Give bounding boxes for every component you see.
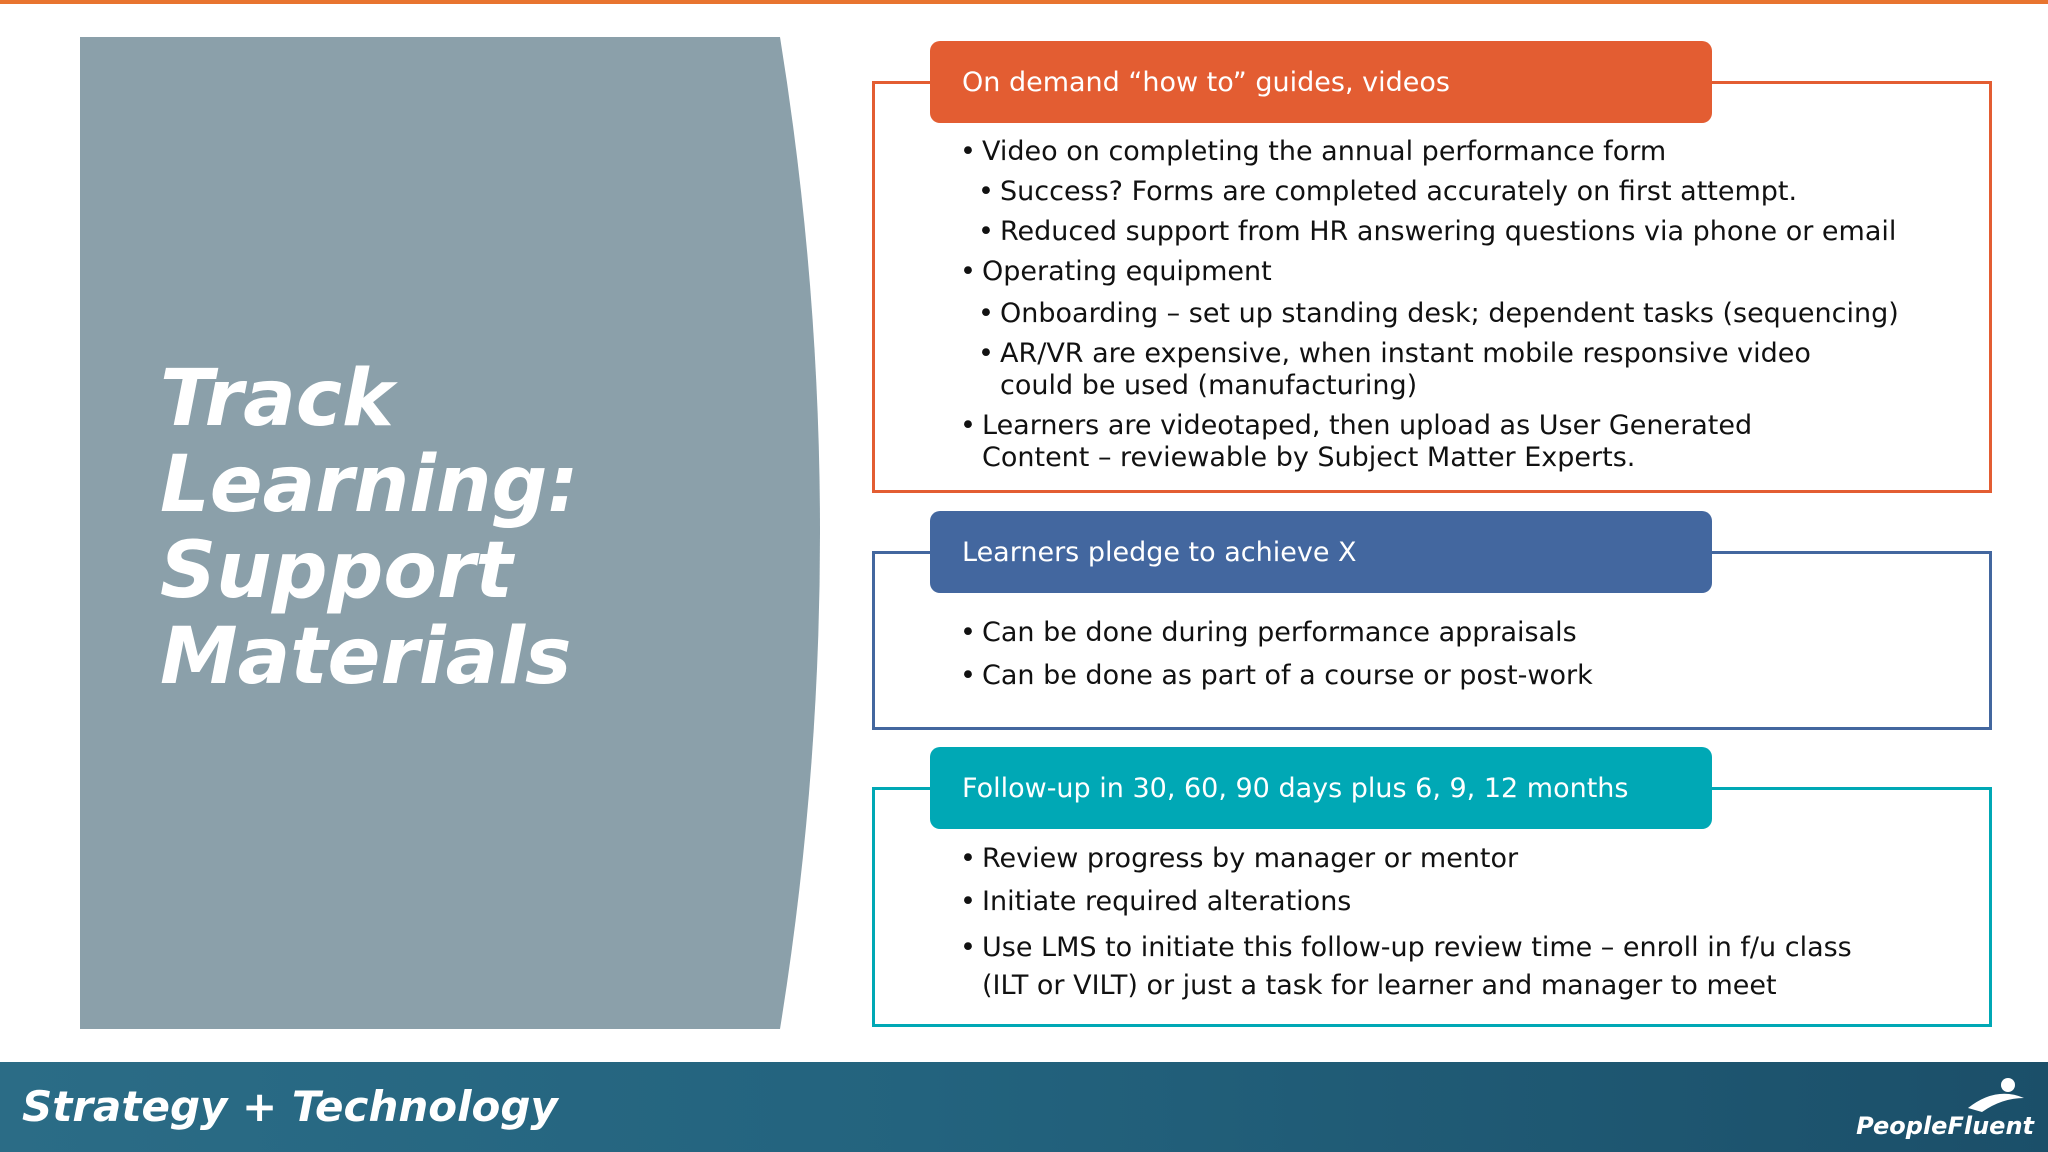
person-icon — [1958, 1074, 2028, 1114]
section-list-pledge — [960, 617, 1960, 692]
list-item: • Review progress by manager or mentor — [960, 843, 1960, 875]
section-heading-label: Learners pledge to achieve X — [962, 536, 1357, 568]
title-line-1: Track — [160, 354, 394, 444]
peoplefluent-logo — [1856, 1074, 2034, 1144]
section-heading-label: Follow-up in 30, 60, 90 days plus 6, 9, 12 months — [962, 772, 1629, 804]
list-item: • Reduced support from HR answering questions via phone or email — [978, 216, 1960, 248]
list-item: • Can be done as part of a course or post-work — [960, 660, 1960, 692]
title-line-4: Materials — [160, 612, 572, 702]
top-accent-rule — [0, 0, 2048, 4]
footer-tagline: Strategy + Technology — [22, 1082, 558, 1131]
section-list-follow-up — [960, 843, 1960, 1005]
list-item: • Can be done during performance appraisals — [960, 617, 1960, 649]
list-item: • Operating equipment — [960, 256, 1960, 288]
list-item: • Use LMS to initiate this follow-up review time – enroll in f/u class (ILT or VILT) or just a task for learner and manager to meet — [960, 929, 1862, 1005]
slide-title — [160, 356, 680, 700]
footer-bar — [0, 1062, 2048, 1152]
section-heading-pledge — [930, 511, 1712, 593]
list-item: • Learners are videotaped, then upload as User Generated Content – reviewable by Subject Matter Experts. — [960, 410, 1862, 474]
list-item: • AR/VR are expensive, when instant mobile responsive video could be used (manufacturing) — [978, 338, 1880, 402]
section-heading-label: On demand “how to” guides, videos — [962, 66, 1450, 98]
title-line-2: Learning: — [160, 440, 579, 530]
logo-text: PeopleFluent — [1856, 1112, 2034, 1140]
list-item: • Video on completing the annual performance form — [960, 136, 1960, 168]
list-item: • Success? Forms are completed accurately on first attempt. — [978, 176, 1960, 208]
list-item: • Initiate required alterations — [960, 886, 1960, 918]
title-line-3: Support — [160, 526, 513, 616]
section-heading-how-to — [930, 41, 1712, 123]
section-heading-follow-up — [930, 747, 1712, 829]
list-item: • Onboarding – set up standing desk; dependent tasks (sequencing) — [978, 298, 1960, 330]
section-list-how-to — [960, 136, 1960, 474]
